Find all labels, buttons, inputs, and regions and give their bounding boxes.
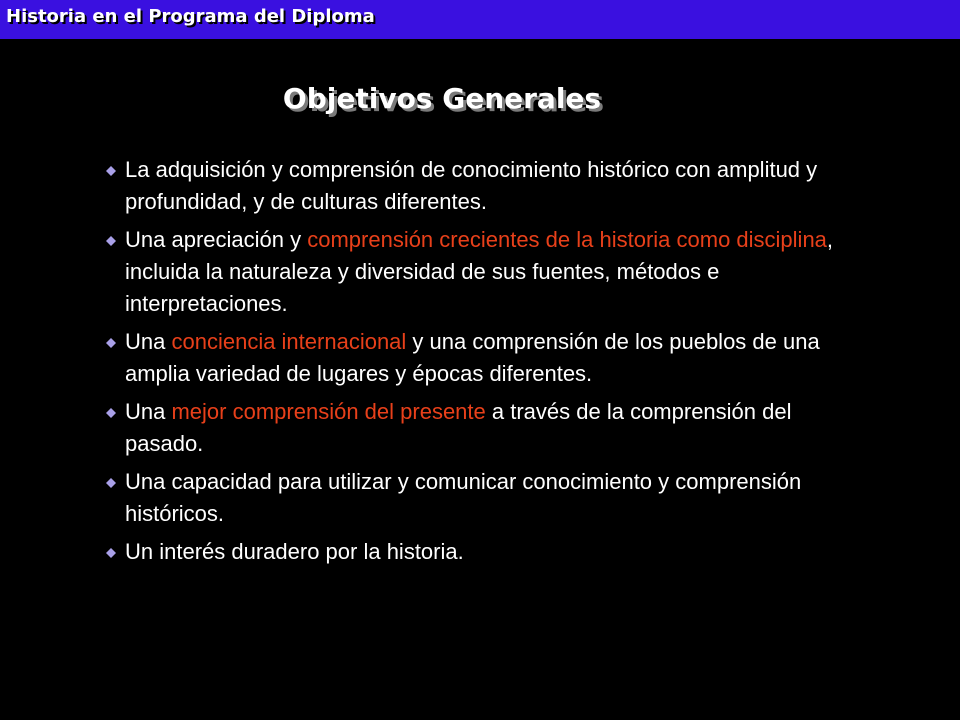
bullet-text: Una capacidad para utilizar y comunicar conocimiento y comprensión históricos. — [125, 469, 802, 526]
bullet-highlight: mejor comprensión del presente — [171, 399, 486, 424]
list-item — [104, 326, 844, 390]
list-item — [104, 396, 844, 460]
bullet-text-end: y una comprensión de los pueblos de una amplia variedad de lugares y épocas diferentes. — [125, 329, 820, 386]
slide-title: Objetivos Generales — [282, 82, 602, 115]
bullet-text: Una — [125, 399, 172, 424]
bullet-highlight: comprensión crecientes de la historia como disciplina — [307, 227, 827, 252]
header-title: Historia en el Programa del Diploma — [6, 6, 375, 27]
diamond-bullet-icon — [106, 236, 116, 246]
list-item — [104, 466, 844, 530]
diamond-bullet-icon — [106, 548, 116, 558]
bullet-text: La adquisición y comprensión de conocimiento histórico con amplitud y profundidad, y de culturas diferentes. — [125, 157, 818, 214]
diamond-bullet-icon — [106, 166, 116, 176]
bullet-text: Un interés duradero por la historia. — [125, 539, 464, 564]
diamond-bullet-icon — [106, 338, 116, 348]
header-bar — [0, 0, 960, 39]
bullet-text-end: , incluida la naturaleza y diversidad de sus fuentes, métodos e interpretaciones. — [125, 227, 834, 316]
bullet-text: Una apreciación y — [125, 227, 308, 252]
list-item — [104, 224, 844, 320]
bullet-highlight: conciencia internacional — [171, 329, 407, 354]
list-item — [104, 536, 844, 568]
bullet-text-end: a través de la comprensión del pasado. — [125, 399, 792, 456]
diamond-bullet-icon — [106, 478, 116, 488]
objectives-list — [104, 154, 844, 574]
diamond-bullet-icon — [106, 408, 116, 418]
bullet-text: Una — [125, 329, 172, 354]
list-item — [104, 154, 844, 218]
